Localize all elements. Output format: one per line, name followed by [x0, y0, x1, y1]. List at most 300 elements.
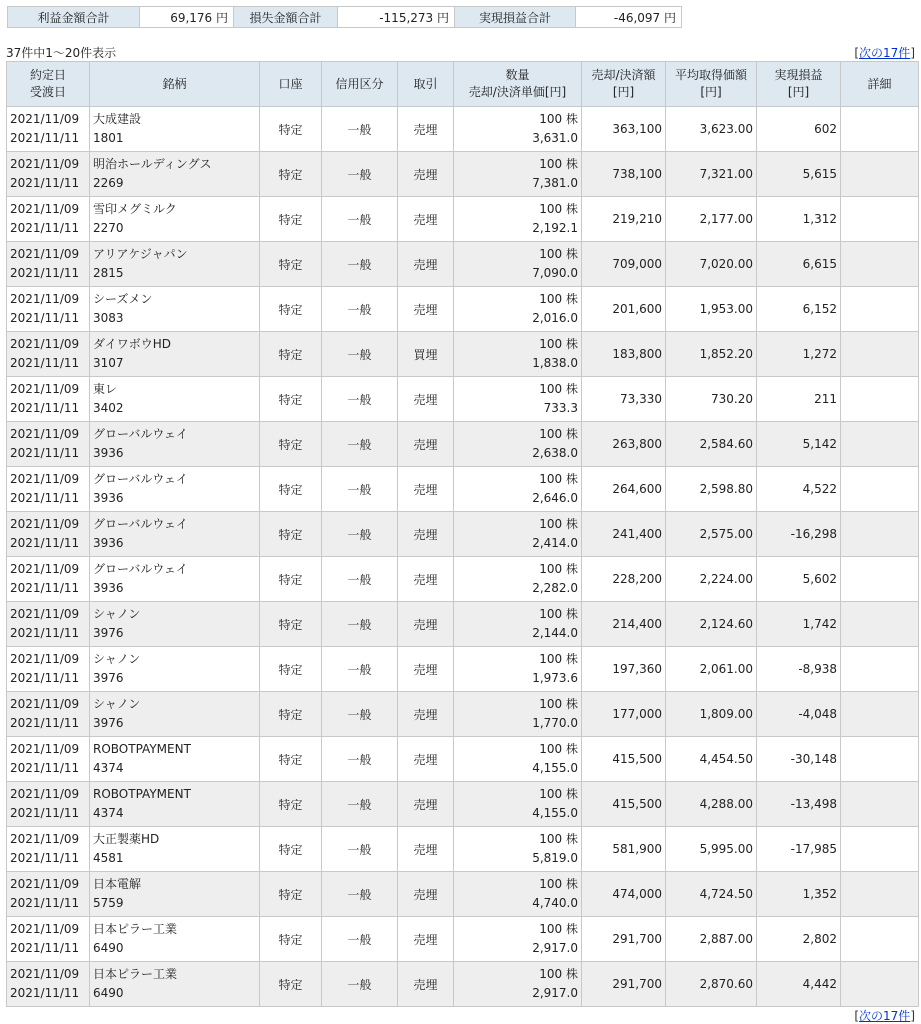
next-page-link-bottom[interactable]: 次の17件: [859, 1009, 911, 1023]
table-row: [7, 872, 919, 917]
realized-pnl: 4,522: [757, 467, 841, 512]
date-cell: [7, 512, 90, 557]
security-code: 3976: [93, 671, 124, 685]
security-name: グローバルウェイ: [93, 517, 188, 531]
trade-date: 2021/11/09: [10, 382, 80, 396]
detail-cell: [841, 107, 919, 152]
trade-type: 売埋: [398, 647, 454, 692]
trade-date: 2021/11/09: [10, 697, 80, 711]
detail-cell: [841, 917, 919, 962]
date-cell: [7, 962, 90, 1007]
qty-price-cell: [454, 152, 582, 197]
trade-type: 売埋: [398, 242, 454, 287]
realized-pnl: 1,742: [757, 602, 841, 647]
table-row: [7, 107, 919, 152]
security-cell: [90, 737, 260, 782]
pagination-bottom: [854, 1007, 915, 1024]
qty-price-cell: [454, 512, 582, 557]
date-cell: [7, 422, 90, 467]
security-code: 3936: [93, 581, 124, 595]
avg-cost: 2,598.80: [666, 467, 757, 512]
account-type: 特定: [260, 197, 322, 242]
quantity: 100 株: [539, 787, 578, 801]
security-code: 1801: [93, 131, 124, 145]
avg-cost: 2,584.60: [666, 422, 757, 467]
settle-price: 1,770.0: [532, 716, 578, 730]
settle-amount: 177,000: [582, 692, 666, 737]
security-name: ROBOTPAYMENT: [93, 742, 191, 756]
realized-pnl: -4,048: [757, 692, 841, 737]
settle-amount: 263,800: [582, 422, 666, 467]
security-cell: [90, 827, 260, 872]
security-name: グローバルウェイ: [93, 562, 188, 576]
table-row: [7, 422, 919, 467]
settle-amount: 415,500: [582, 737, 666, 782]
detail-cell: [841, 782, 919, 827]
settle-price: 2,638.0: [532, 446, 578, 460]
header-price: 売却/決済単価[円]: [468, 85, 567, 99]
security-code: 2270: [93, 221, 124, 235]
avg-cost: 5,995.00: [666, 827, 757, 872]
settle-amount: 291,700: [582, 962, 666, 1007]
settle-price: 2,144.0: [532, 626, 578, 640]
header-avg-label: 平均取得価額: [674, 68, 747, 82]
security-code: 6490: [93, 986, 124, 1000]
realized-pnl: 5,602: [757, 557, 841, 602]
quantity: 100 株: [539, 652, 578, 666]
realized-pnl: -8,938: [757, 647, 841, 692]
credit-type: 一般: [322, 107, 398, 152]
detail-cell: [841, 827, 919, 872]
settle-amount: 291,700: [582, 917, 666, 962]
settle-price: 1,973.6: [532, 671, 578, 685]
trade-date: 2021/11/09: [10, 967, 80, 981]
result-count: 37件中1～20件表示: [6, 46, 117, 60]
qty-price-cell: [454, 872, 582, 917]
security-code: 2815: [93, 266, 124, 280]
settle-amount: 581,900: [582, 827, 666, 872]
table-row: [7, 512, 919, 557]
quantity: 100 株: [539, 292, 578, 306]
settle-price: 2,917.0: [532, 986, 578, 1000]
security-code: 3976: [93, 626, 124, 640]
detail-cell: [841, 197, 919, 242]
security-name: 日本ピラー工業: [93, 967, 178, 981]
date-cell: [7, 557, 90, 602]
trade-type: 売埋: [398, 872, 454, 917]
quantity: 100 株: [539, 562, 578, 576]
trade-date: 2021/11/09: [10, 112, 80, 126]
date-cell: [7, 692, 90, 737]
settle-date: 2021/11/11: [10, 626, 80, 640]
account-type: 特定: [260, 647, 322, 692]
realized-total-value: -46,097 円: [576, 7, 682, 28]
header-detail: 詳細: [841, 62, 919, 107]
quantity: 100 株: [539, 382, 578, 396]
quantity: 100 株: [539, 922, 578, 936]
detail-cell: [841, 332, 919, 377]
realized-pnl: 2,802: [757, 917, 841, 962]
qty-price-cell: [454, 917, 582, 962]
settle-amount: 219,210: [582, 197, 666, 242]
credit-type: 一般: [322, 962, 398, 1007]
account-type: 特定: [260, 872, 322, 917]
table-row: [7, 152, 919, 197]
settle-amount: 214,400: [582, 602, 666, 647]
trade-date: 2021/11/09: [10, 427, 80, 441]
credit-type: 一般: [322, 377, 398, 422]
quantity: 100 株: [539, 742, 578, 756]
security-code: 5759: [93, 896, 124, 910]
security-name: グローバルウェイ: [93, 427, 188, 441]
loss-total-value: -115,273 円: [338, 7, 455, 28]
security-name: シャノン: [93, 697, 141, 711]
header-trade: 取引: [398, 62, 454, 107]
settle-date: 2021/11/11: [10, 176, 80, 190]
qty-price-cell: [454, 827, 582, 872]
credit-type: 一般: [322, 512, 398, 557]
account-type: 特定: [260, 962, 322, 1007]
date-cell: [7, 827, 90, 872]
bracket-close: ]: [910, 46, 915, 60]
realized-pnl: -16,298: [757, 512, 841, 557]
settle-price: 1,838.0: [532, 356, 578, 370]
avg-cost: 3,623.00: [666, 107, 757, 152]
settle-price: 2,646.0: [532, 491, 578, 505]
detail-cell: [841, 872, 919, 917]
settle-date: 2021/11/11: [10, 491, 80, 505]
security-name: シャノン: [93, 607, 141, 621]
trade-type: 売埋: [398, 917, 454, 962]
header-pnl-unit: [円]: [787, 85, 810, 99]
trade-date: 2021/11/09: [10, 157, 80, 171]
realized-pnl: 5,615: [757, 152, 841, 197]
avg-cost: 1,953.00: [666, 287, 757, 332]
security-name: 東レ: [93, 382, 118, 396]
security-cell: [90, 332, 260, 377]
trade-date: 2021/11/09: [10, 742, 80, 756]
security-code: 3936: [93, 446, 124, 460]
account-type: 特定: [260, 287, 322, 332]
profit-total-value: 69,176 円: [140, 7, 234, 28]
settle-amount: 241,400: [582, 512, 666, 557]
settle-date: 2021/11/11: [10, 941, 80, 955]
realized-pnl: 5,142: [757, 422, 841, 467]
header-settle-date: 受渡日: [29, 85, 66, 99]
security-name: 日本ピラー工業: [93, 922, 178, 936]
settle-price: 4,155.0: [532, 806, 578, 820]
settle-date: 2021/11/11: [10, 581, 80, 595]
avg-cost: 7,020.00: [666, 242, 757, 287]
trade-type: 売埋: [398, 827, 454, 872]
settle-date: 2021/11/11: [10, 851, 80, 865]
header-amount-label: 売却/決済額: [591, 68, 656, 82]
credit-type: 一般: [322, 692, 398, 737]
header-amount: [582, 62, 666, 107]
avg-cost: 1,852.20: [666, 332, 757, 377]
account-type: 特定: [260, 917, 322, 962]
security-name: ダイワボウHD: [93, 337, 172, 351]
credit-type: 一般: [322, 827, 398, 872]
table-row: [7, 917, 919, 962]
trade-type: 売埋: [398, 197, 454, 242]
account-type: 特定: [260, 107, 322, 152]
account-type: 特定: [260, 332, 322, 377]
quantity: 100 株: [539, 337, 578, 351]
avg-cost: 1,809.00: [666, 692, 757, 737]
bracket-close: ]: [910, 1009, 915, 1023]
credit-type: 一般: [322, 287, 398, 332]
header-pnl: [757, 62, 841, 107]
settle-amount: 709,000: [582, 242, 666, 287]
security-cell: [90, 152, 260, 197]
table-row: [7, 377, 919, 422]
settle-date: 2021/11/11: [10, 311, 80, 325]
settle-date: 2021/11/11: [10, 356, 80, 370]
detail-cell: [841, 557, 919, 602]
security-cell: [90, 287, 260, 332]
header-account: 口座: [260, 62, 322, 107]
quantity: 100 株: [539, 697, 578, 711]
detail-cell: [841, 692, 919, 737]
quantity: 100 株: [539, 157, 578, 171]
table-row: [7, 692, 919, 737]
security-name: 明治ホールディングス: [93, 157, 212, 171]
security-cell: [90, 107, 260, 152]
header-dates: [7, 62, 90, 107]
quantity: 100 株: [539, 832, 578, 846]
qty-price-cell: [454, 332, 582, 377]
security-cell: [90, 962, 260, 1007]
security-cell: [90, 692, 260, 737]
qty-price-cell: [454, 422, 582, 467]
account-type: 特定: [260, 692, 322, 737]
settle-date: 2021/11/11: [10, 221, 80, 235]
trade-date: 2021/11/09: [10, 202, 80, 216]
qty-price-cell: [454, 737, 582, 782]
detail-cell: [841, 467, 919, 512]
security-name: 大成建設: [93, 112, 142, 126]
date-cell: [7, 107, 90, 152]
settle-price: 7,090.0: [532, 266, 578, 280]
header-pnl-label: 実現損益: [774, 68, 823, 82]
avg-cost: 4,288.00: [666, 782, 757, 827]
table-body: [7, 107, 919, 1007]
qty-price-cell: [454, 197, 582, 242]
settle-date: 2021/11/11: [10, 536, 80, 550]
trade-date: 2021/11/09: [10, 607, 80, 621]
security-cell: [90, 512, 260, 557]
trade-date: 2021/11/09: [10, 922, 80, 936]
settle-price: 2,016.0: [532, 311, 578, 325]
quantity: 100 株: [539, 607, 578, 621]
credit-type: 一般: [322, 782, 398, 827]
avg-cost: 4,724.50: [666, 872, 757, 917]
next-page-link-top[interactable]: 次の17件: [859, 46, 911, 60]
trade-date: 2021/11/09: [10, 652, 80, 666]
avg-cost: 2,224.00: [666, 557, 757, 602]
settle-date: 2021/11/11: [10, 761, 80, 775]
detail-cell: [841, 737, 919, 782]
trade-type: 買埋: [398, 332, 454, 377]
credit-type: 一般: [322, 872, 398, 917]
security-code: 3936: [93, 491, 124, 505]
security-cell: [90, 872, 260, 917]
realized-pnl: 602: [757, 107, 841, 152]
settle-amount: 73,330: [582, 377, 666, 422]
security-cell: [90, 647, 260, 692]
credit-type: 一般: [322, 197, 398, 242]
trade-type: 売埋: [398, 377, 454, 422]
realized-pnl: 1,352: [757, 872, 841, 917]
trade-type: 売埋: [398, 512, 454, 557]
pagination-top: [854, 44, 915, 61]
detail-cell: [841, 422, 919, 467]
header-name: 銘柄: [90, 62, 260, 107]
security-cell: [90, 422, 260, 467]
credit-type: 一般: [322, 152, 398, 197]
settle-date: 2021/11/11: [10, 266, 80, 280]
trade-type: 売埋: [398, 782, 454, 827]
trade-date: 2021/11/09: [10, 292, 80, 306]
date-cell: [7, 782, 90, 827]
summary-bar: [7, 6, 682, 28]
credit-type: 一般: [322, 242, 398, 287]
detail-cell: [841, 602, 919, 647]
realized-pnl: 6,152: [757, 287, 841, 332]
settle-date: 2021/11/11: [10, 986, 80, 1000]
header-qty: 数量: [505, 68, 530, 82]
qty-price-cell: [454, 467, 582, 512]
security-cell: [90, 197, 260, 242]
security-code: 4374: [93, 761, 124, 775]
trade-date: 2021/11/09: [10, 832, 80, 846]
credit-type: 一般: [322, 422, 398, 467]
date-cell: [7, 602, 90, 647]
header-avg-unit: [円]: [700, 85, 722, 99]
quantity: 100 株: [539, 967, 578, 981]
loss-total-label: 損失金額合計: [234, 7, 338, 28]
account-type: 特定: [260, 377, 322, 422]
qty-price-cell: [454, 287, 582, 332]
trade-type: 売埋: [398, 467, 454, 512]
avg-cost: 2,177.00: [666, 197, 757, 242]
detail-cell: [841, 962, 919, 1007]
table-header-row: [7, 62, 919, 107]
detail-cell: [841, 647, 919, 692]
bracket-open: [: [854, 46, 860, 60]
security-code: 3976: [93, 716, 124, 730]
security-code: 3083: [93, 311, 124, 325]
avg-cost: 2,061.00: [666, 647, 757, 692]
detail-cell: [841, 377, 919, 422]
account-type: 特定: [260, 737, 322, 782]
detail-cell: [841, 512, 919, 557]
account-type: 特定: [260, 422, 322, 467]
table-row: [7, 737, 919, 782]
settle-price: 2,192.1: [532, 221, 578, 235]
settle-amount: 201,600: [582, 287, 666, 332]
table-row: [7, 287, 919, 332]
header-amount-unit: [円]: [612, 85, 635, 99]
qty-price-cell: [454, 692, 582, 737]
credit-type: 一般: [322, 557, 398, 602]
date-cell: [7, 242, 90, 287]
qty-price-cell: [454, 962, 582, 1007]
date-cell: [7, 287, 90, 332]
trade-date: 2021/11/09: [10, 787, 80, 801]
settle-price: 4,740.0: [532, 896, 578, 910]
quantity: 100 株: [539, 427, 578, 441]
trade-date: 2021/11/09: [10, 877, 80, 891]
avg-cost: 730.20: [666, 377, 757, 422]
credit-type: 一般: [322, 332, 398, 377]
security-code: 2269: [93, 176, 124, 190]
trade-type: 売埋: [398, 557, 454, 602]
header-credit: 信用区分: [322, 62, 398, 107]
realized-pnl: -13,498: [757, 782, 841, 827]
trade-type: 売埋: [398, 107, 454, 152]
trade-date: 2021/11/09: [10, 337, 80, 351]
profit-total-label: 利益金額合計: [8, 7, 140, 28]
quantity: 100 株: [539, 877, 578, 891]
realized-pnl: 1,312: [757, 197, 841, 242]
security-code: 3402: [93, 401, 124, 415]
date-cell: [7, 152, 90, 197]
table-row: [7, 242, 919, 287]
avg-cost: 2,124.60: [666, 602, 757, 647]
trade-date: 2021/11/09: [10, 247, 80, 261]
account-type: 特定: [260, 557, 322, 602]
qty-price-cell: [454, 647, 582, 692]
date-cell: [7, 872, 90, 917]
trade-type: 売埋: [398, 737, 454, 782]
realized-pnl: -30,148: [757, 737, 841, 782]
security-code: 3107: [93, 356, 124, 370]
header-qty-price: [454, 62, 582, 107]
security-code: 4581: [93, 851, 124, 865]
account-type: 特定: [260, 782, 322, 827]
account-type: 特定: [260, 467, 322, 512]
bracket-open: [: [854, 1009, 860, 1023]
account-type: 特定: [260, 242, 322, 287]
credit-type: 一般: [322, 467, 398, 512]
trade-type: 売埋: [398, 152, 454, 197]
security-cell: [90, 242, 260, 287]
quantity: 100 株: [539, 112, 578, 126]
detail-cell: [841, 287, 919, 332]
settle-amount: 183,800: [582, 332, 666, 377]
quantity: 100 株: [539, 247, 578, 261]
qty-price-cell: [454, 557, 582, 602]
settle-amount: 363,100: [582, 107, 666, 152]
table-row: [7, 197, 919, 242]
detail-cell: [841, 242, 919, 287]
security-name: グローバルウェイ: [93, 472, 188, 486]
security-cell: [90, 377, 260, 422]
account-type: 特定: [260, 512, 322, 557]
quantity: 100 株: [539, 472, 578, 486]
table-row: [7, 602, 919, 647]
date-cell: [7, 332, 90, 377]
realized-total-label: 実現損益合計: [455, 7, 576, 28]
qty-price-cell: [454, 377, 582, 422]
date-cell: [7, 467, 90, 512]
quantity: 100 株: [539, 517, 578, 531]
settle-amount: 738,100: [582, 152, 666, 197]
trade-type: 売埋: [398, 962, 454, 1007]
settle-date: 2021/11/11: [10, 896, 80, 910]
